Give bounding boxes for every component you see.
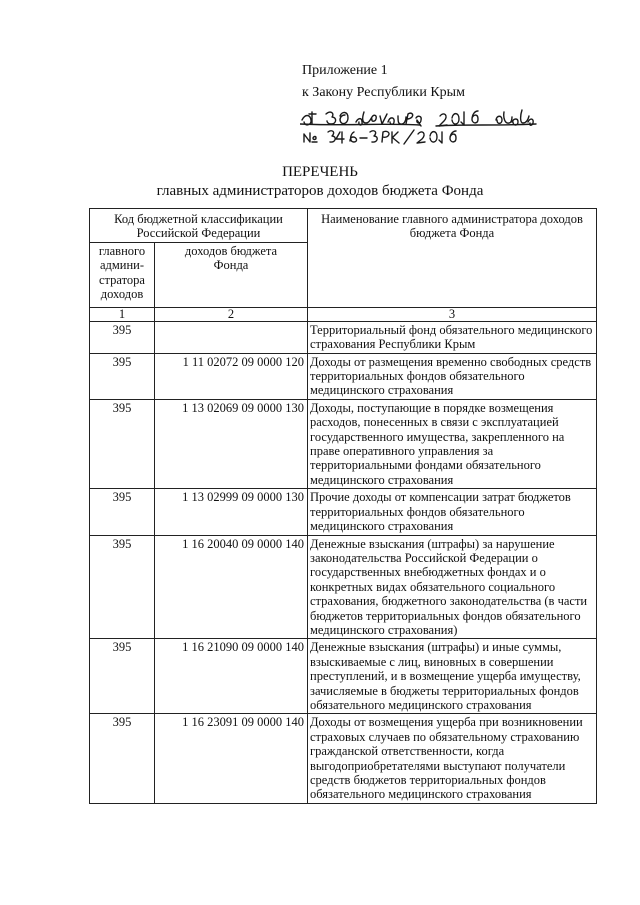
annex-title: Приложение 1 bbox=[302, 63, 388, 78]
table-row bbox=[90, 639, 597, 714]
column-number: 1 bbox=[90, 307, 155, 321]
revenue-code-cell: 1 11 02072 09 0000 120 bbox=[155, 353, 308, 399]
header-fund-revenue: доходов бюджета Фонда bbox=[155, 242, 308, 307]
admin-code-cell: 395 bbox=[90, 353, 155, 399]
table-header-row-group bbox=[90, 209, 597, 243]
revenue-code-cell: 1 16 20040 09 0000 140 bbox=[155, 535, 308, 639]
document-title: ПЕРЕЧЕНЬ bbox=[282, 164, 358, 180]
revenue-code-cell: 1 16 21090 09 0000 140 bbox=[155, 639, 308, 714]
admin-code-cell: 395 bbox=[90, 639, 155, 714]
admin-code-cell: 395 bbox=[90, 321, 155, 353]
document-title-block bbox=[0, 163, 640, 200]
handwritten-signature-graphic bbox=[300, 102, 570, 150]
admin-code-cell: 395 bbox=[90, 714, 155, 803]
table-row bbox=[90, 489, 597, 535]
revenue-code-cell: 1 13 02999 09 0000 130 bbox=[155, 489, 308, 535]
revenue-name-cell: Денежные взыскания (штрафы) за нарушение законодательства Российской Федерации о государственных внебюджетных фондах и о конкретных видах обязательного социального страхования, бюджетного законодательства (в части бюджетов территориальных фондов обязательного медицинского страхования) bbox=[308, 535, 597, 639]
header-main-administrator: главного админи-стратора доходов bbox=[90, 242, 155, 307]
revenue-name-cell: Территориальный фонд обязательного медицинского страхования Республики Крым bbox=[308, 321, 597, 353]
revenue-name-cell: Денежные взыскания (штрафы) и иные суммы, взыскиваемые с лиц, виновных в совершении преступлений, и в возмещение ущерба имуществу, зачисляемые в бюджеты территориальных фондов обязательного медицинского страхования bbox=[308, 639, 597, 714]
annex-law-reference: к Закону Республики Крым bbox=[302, 85, 465, 100]
revenue-code-cell: 1 13 02069 09 0000 130 bbox=[155, 399, 308, 488]
revenue-code-cell: 1 16 23091 09 0000 140 bbox=[155, 714, 308, 803]
table-row bbox=[90, 399, 597, 488]
document-subtitle: главных администраторов доходов бюджета Фонда bbox=[156, 183, 484, 199]
revenue-name-cell: Прочие доходы от компенсации затрат бюджетов территориальных фондов обязательного медицинского страхования bbox=[308, 489, 597, 535]
admin-code-cell: 395 bbox=[90, 489, 155, 535]
header-administrator-name: Наименование главного администратора доходов бюджета Фонда bbox=[308, 209, 597, 308]
revenue-administrators-table bbox=[89, 208, 597, 804]
handwritten-date-and-number bbox=[300, 102, 570, 150]
admin-code-cell: 395 bbox=[90, 399, 155, 488]
column-number: 3 bbox=[308, 307, 597, 321]
revenue-name-cell: Доходы от возмещения ущерба при возникновении страховых случаев по обязательному страхованию гражданской ответственности, когда выгодоприобретателями выступают получатели средств бюджетов территориальных фондов обязательного медицинского страхования bbox=[308, 714, 597, 803]
table-row bbox=[90, 714, 597, 803]
table-column-numbers bbox=[90, 307, 597, 321]
table-row bbox=[90, 353, 597, 399]
header-budget-classification-code: Код бюджетной классификации Российской Федерации bbox=[90, 209, 308, 243]
table-row bbox=[90, 321, 597, 353]
table-row bbox=[90, 535, 597, 639]
revenue-name-cell: Доходы от размещения временно свободных средств территориальных фондов обязательного медицинского страхования bbox=[308, 353, 597, 399]
column-number: 2 bbox=[155, 307, 308, 321]
annex-header bbox=[302, 62, 465, 101]
revenue-code-cell bbox=[155, 321, 308, 353]
revenue-name-cell: Доходы, поступающие в порядке возмещения расходов, понесенных в связи с эксплуатацией государственного имущества, закрепленного на праве оперативного управления за территориальными фондами обязательного медицинского страхования bbox=[308, 399, 597, 488]
admin-code-cell: 395 bbox=[90, 535, 155, 639]
